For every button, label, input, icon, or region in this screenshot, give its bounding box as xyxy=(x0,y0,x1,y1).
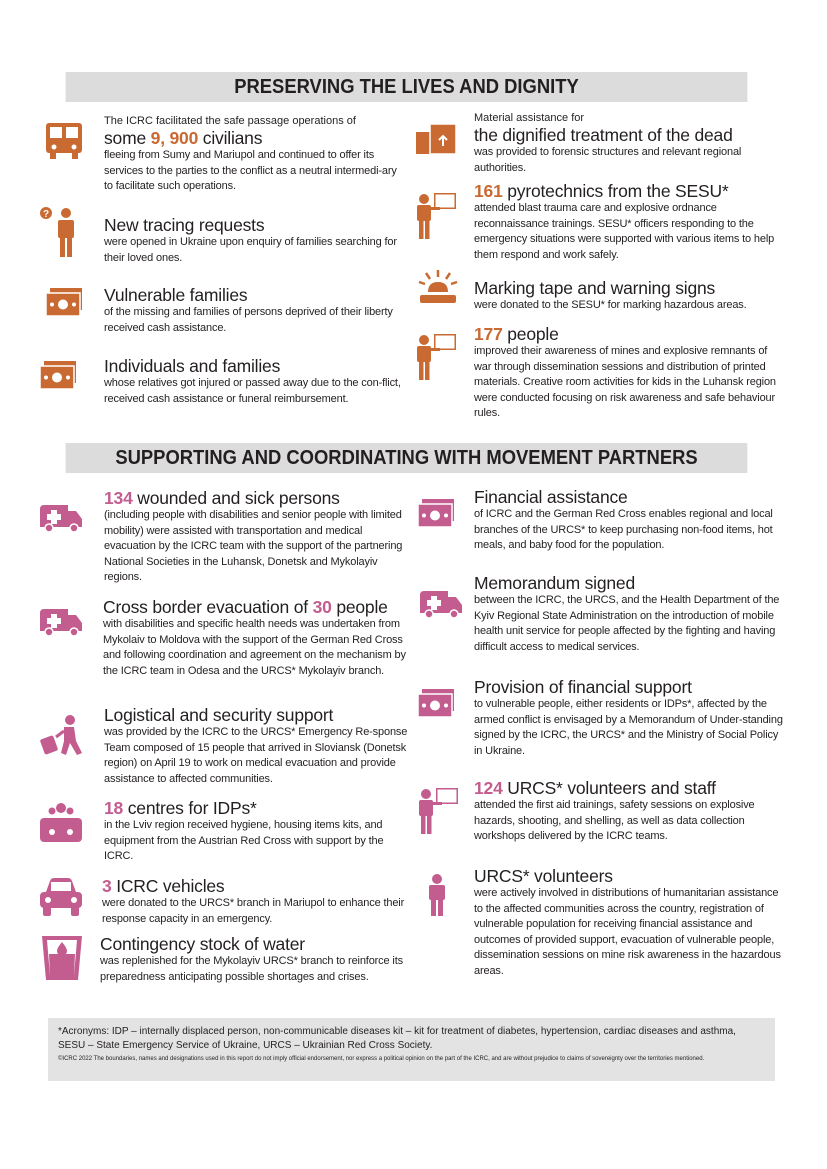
item-heading: Contingency stock of water xyxy=(100,934,305,954)
item-heading: New tracing requests xyxy=(104,215,265,235)
item-body: fleeing from Sumy and Mariupol and continued to offer its services to the parties to the conflict as a neutral intermedi-ary to facilitate such operations. xyxy=(104,149,397,192)
water-glass-icon xyxy=(42,936,82,980)
ambulance-icon xyxy=(40,609,82,637)
item-heading: 18 centres for IDPs* xyxy=(104,798,257,818)
warning-light-icon xyxy=(416,270,460,312)
item-marking-tape xyxy=(412,270,782,315)
stat-number: 161 xyxy=(474,181,503,201)
item-body: were actively involved in distributions of humanitarian assistance to the affected communities across the country, registration of vulnerable population for receiving financial assistance and outcomes of provided support, evacuation of vulnerable people, dissemination sessions on mine risk awareness in the hazardous areas. xyxy=(474,887,781,977)
item-heading: URCS* volunteers xyxy=(474,866,613,886)
item-heading: 161 pyrotechnics from the SESU* xyxy=(474,181,729,201)
item-heading: Individuals and families xyxy=(104,356,281,376)
shelter-icon xyxy=(40,802,82,842)
item-body: whose relatives got injured or passed away due to the con-flict, received cash assistance or funeral reimbursement. xyxy=(104,377,401,405)
item-heading: Provision of financial support xyxy=(474,677,692,697)
item-body: of ICRC and the German Red Cross enables regional and local branches of the URCS* to keep purchasing non-food items, hot meals, and baby food for the population. xyxy=(474,508,773,551)
item-urcs-volunteers xyxy=(412,866,782,981)
item-177-people xyxy=(412,324,782,424)
item-pre-text: The ICRC facilitated the safe passage operations of xyxy=(104,115,356,127)
item-pre-text: Material assistance for xyxy=(474,112,585,124)
item-cross-border-evacuation xyxy=(40,597,405,697)
stat-number: 30 xyxy=(312,597,332,617)
stat-number: 134 xyxy=(104,488,133,508)
item-body: to vulnerable people, either residents or IDPs*, affected by the armed conflict is envisaged by a Memorandum of Under-standing signed by the ICRC, the URCS* and the Ministry of Social Policy in Ukraine. xyxy=(474,698,783,757)
person-question-icon xyxy=(40,207,84,259)
item-heading: Marking tape and warning signs xyxy=(474,278,716,298)
item-heading: 134 wounded and sick persons xyxy=(104,488,340,508)
item-financial-assistance xyxy=(412,487,782,557)
item-urcs-volunteers-staff xyxy=(412,778,782,848)
item-heading: Logistical and security support xyxy=(104,705,334,725)
cash-icon xyxy=(46,288,84,316)
copyright-notice: ©ICRC 2022 The boundaries, names and designations used in this report do not imply official endorsement, nor express a political opinion on the part of the ICRC, and are without prejudice to claims of sovereignty over the territories mentioned. xyxy=(58,1056,705,1062)
acronyms-footnote: *Acronyms: IDP – internally displaced person, non-communicable diseases kit – kit for treatment of diabetes, hypertension, cardiac diseases and asthma, SESU – State Emergency Service of Ukraine, URCS – Ukrainian Red Cross Society. xyxy=(58,1026,736,1051)
item-body: between the ICRC, the URCS, and the Health Department of the Kyiv Regional State Administration on the introduction of mobile health unit service for people affected by the fighting and having difficult access to medical services. xyxy=(474,594,780,653)
item-logistical-security xyxy=(40,705,408,790)
item-heading: Financial assistance xyxy=(474,487,628,507)
item-heading: 124 URCS* volunteers and staff xyxy=(474,778,716,798)
item-heading: some 9, 900 civilians xyxy=(104,128,263,148)
traveler-icon xyxy=(40,715,82,755)
presenter-icon xyxy=(418,788,458,834)
stat-number: 18 xyxy=(104,798,124,818)
section-title-supporting: SUPPORTING AND COORDINATING WITH MOVEMENT PARTNERS xyxy=(66,443,748,473)
presenter-icon xyxy=(416,334,456,380)
boxes-icon xyxy=(416,124,456,154)
footnote-box xyxy=(48,1018,775,1081)
item-financial-support xyxy=(412,677,782,762)
stat-number: 3 xyxy=(102,876,112,896)
section-title-preserving: PRESERVING THE LIVES AND DIGNITY xyxy=(66,72,748,102)
item-body: attended blast trauma care and explosive ordnance reconnaissance trainings. SESU* officers responding to the emergency situations were supported with various items to help them respond and work safely. xyxy=(474,202,775,261)
item-dignified-treatment xyxy=(412,112,782,180)
item-body: improved their awareness of mines and explosive remnants of war through dissemination sessions and distribution of printed materials. Creative room activities for kids in the Luhansk region were conducted focusing on risk awareness and safe behaviour rules. xyxy=(474,345,776,419)
cash-icon xyxy=(418,689,456,717)
item-body: was provided to forensic structures and relevant regional authorities. xyxy=(474,146,742,174)
item-wounded-sick xyxy=(40,488,405,588)
item-tracing-requests xyxy=(40,205,400,265)
item-body: was provided by the ICRC to the URCS* Emergency Re-sponse Team composed of 15 people that arrived in Sloviansk (Donetsk region) on April 19 to work on medical evacuation and provide assistance to affected communities. xyxy=(104,726,408,785)
item-body: attended the first aid trainings, safety sessions on explosive hazards, shooting, and shelling, as well as data collection workshops delivered by the ICRC teams. xyxy=(474,799,755,842)
item-individuals-families xyxy=(40,353,400,408)
item-heading: Memorandum signed xyxy=(474,573,635,593)
stat-number: 9, 900 xyxy=(150,128,199,148)
item-heading: Vulnerable families xyxy=(104,285,248,305)
car-icon xyxy=(40,878,82,916)
stat-number: 124 xyxy=(474,778,503,798)
item-body: in the Lviv region received hygiene, housing items kits, and equipment from the Austrian Red Cross with support by the ICRC. xyxy=(104,819,384,862)
stat-number: 177 xyxy=(474,324,503,344)
item-centres-idps xyxy=(40,798,405,866)
svg-text:?: ? xyxy=(42,209,50,220)
item-memorandum xyxy=(412,573,782,658)
item-body: with disabilities and specific health needs was undertaken from Mykolaiv to Moldova with the support of the German Red Cross and following coordination and agreement on the mechanism by the ICRC team in Odesa and the URCS* Mykolayiv branch. xyxy=(103,618,406,677)
item-body: were donated to the SESU* for marking hazardous areas. xyxy=(474,299,747,311)
cash-icon xyxy=(40,361,78,389)
item-icrc-vehicles xyxy=(40,876,405,931)
item-heading: the dignified treatment of the dead xyxy=(474,125,733,145)
person-icon xyxy=(426,874,448,916)
item-body: of the missing and families of persons deprived of their liberty received cash assistance. xyxy=(104,306,393,334)
item-body: were donated to the URCS* branch in Mariupol to enhance their response capacity in an emergency. xyxy=(102,897,405,925)
item-vulnerable-families xyxy=(40,282,400,337)
item-heading: 177 people xyxy=(474,324,559,344)
ambulance-icon xyxy=(40,505,82,533)
item-body: were opened in Ukraine upon enquiry of families searching for their loved ones. xyxy=(104,236,397,264)
bus-icon xyxy=(44,121,84,161)
presenter-icon xyxy=(416,193,456,239)
item-heading: Cross border evacuation of 30 people xyxy=(103,597,388,617)
item-safe-passage xyxy=(40,113,400,198)
item-body: was replenished for the Mykolayiv URCS* branch to reinforce its preparedness anticipating possible shortages and crises. xyxy=(100,955,403,983)
cash-icon xyxy=(418,499,456,527)
item-pyrotechnics xyxy=(412,181,782,263)
item-body: (including people with disabilities and senior people with limited mobility) were assisted with transportation and medical evacuation by the ICRC team with the support of the partnering National Societies in the Luhansk, Donetsk and Mykolayiv regions. xyxy=(104,509,403,583)
item-heading: 3 ICRC vehicles xyxy=(102,876,225,896)
item-water-stock xyxy=(40,934,405,994)
ambulance-icon xyxy=(420,591,462,619)
